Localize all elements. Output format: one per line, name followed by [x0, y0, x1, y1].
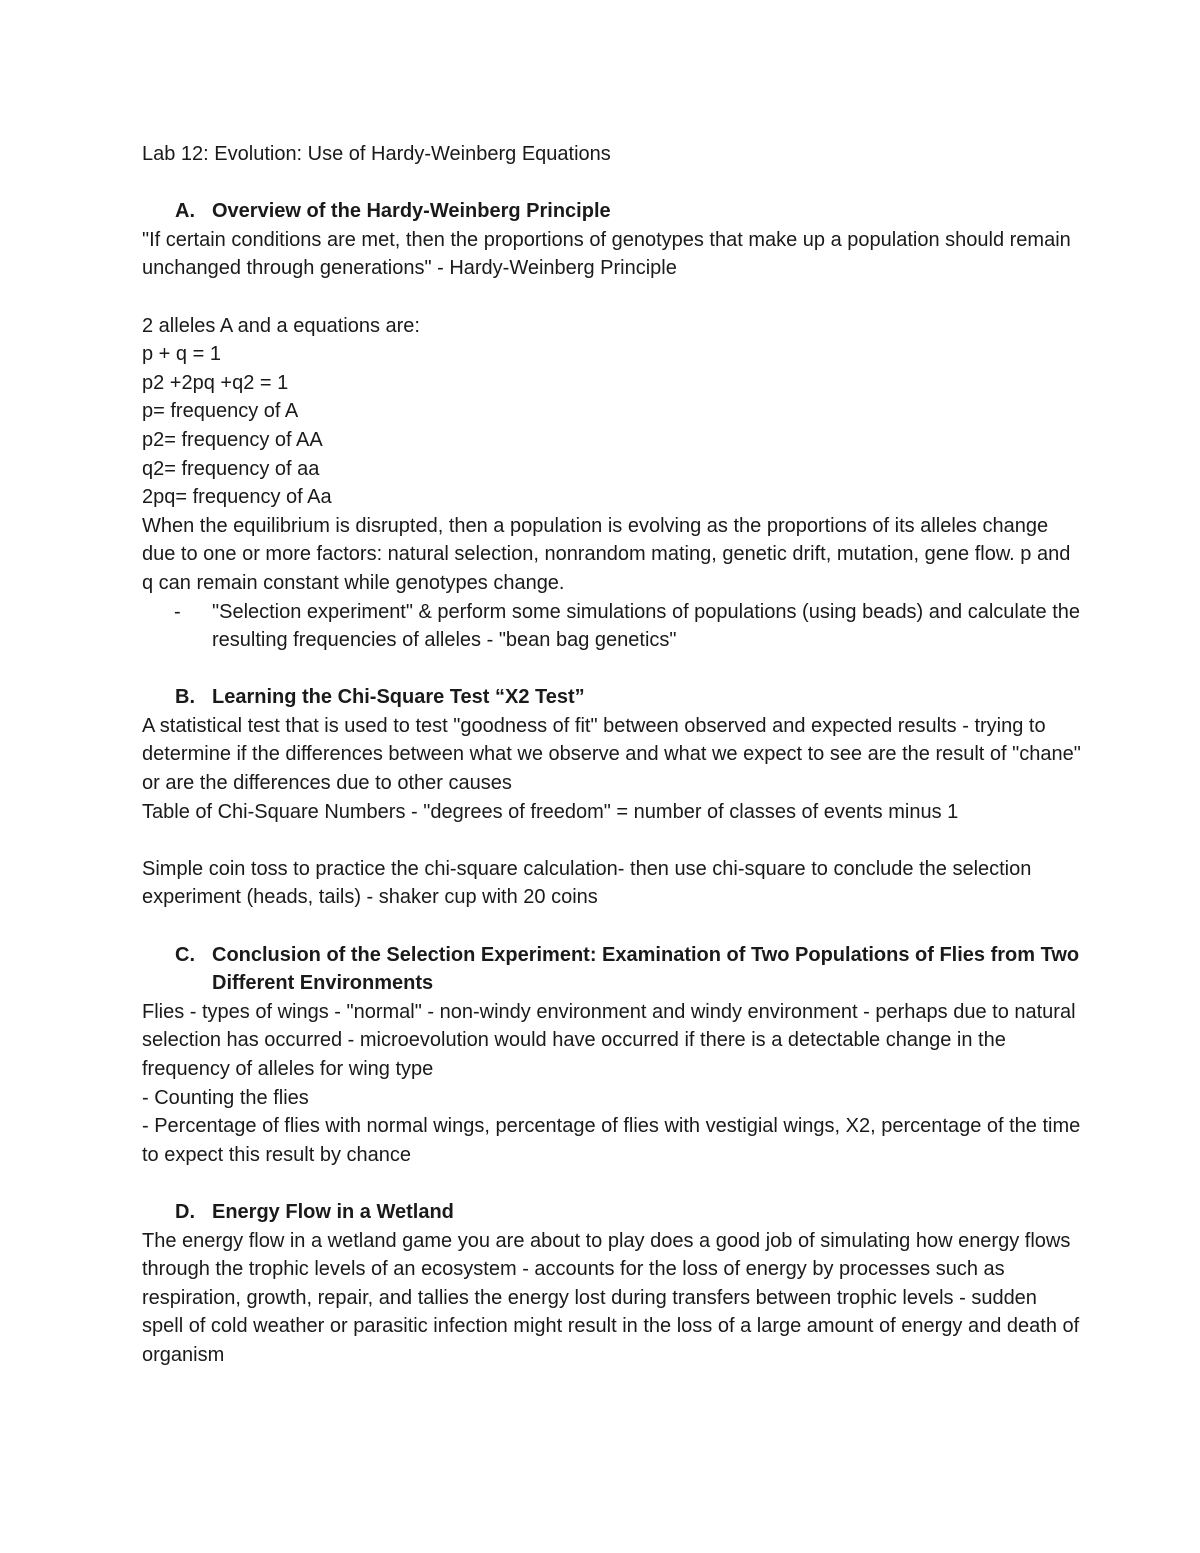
section-a-heading: [142, 197, 1082, 226]
section-b-body-2: Table of Chi-Square Numbers - "degrees of freedom" = number of classes of events minus 1: [142, 800, 959, 823]
spacer: [142, 283, 1082, 312]
equation-line: 2pq= frequency of Aa: [142, 486, 332, 509]
spacer: [142, 169, 1082, 198]
section-d-heading: [142, 1198, 1082, 1227]
equation-line: p= frequency of A: [142, 400, 299, 423]
section-a-bullet: [142, 598, 1082, 655]
equation-line: p2 +2pq +q2 = 1: [142, 371, 289, 394]
section-b-title: Learning the Chi-Square Test “X2 Test”: [212, 686, 585, 709]
section-a-title: Overview of the Hardy-Weinberg Principle: [212, 200, 611, 223]
section-d-title: Energy Flow in a Wetland: [212, 1200, 454, 1223]
spacer: [142, 912, 1082, 941]
section-c-item: - Percentage of flies with normal wings, percentage of flies with vestigial wings, X2, percentage of the time to expect this result by chance: [142, 1115, 1081, 1166]
bullet-dash: -: [174, 600, 181, 623]
section-d-marker: D.: [175, 1200, 195, 1223]
equation-line: q2= frequency of aa: [142, 457, 320, 480]
document-page: [142, 140, 1082, 1370]
section-c-item: - Counting the flies: [142, 1086, 309, 1109]
section-c-heading: [142, 941, 1082, 998]
equation-line: p + q = 1: [142, 343, 221, 366]
spacer: [142, 1169, 1082, 1198]
section-b-heading: [142, 683, 1082, 712]
section-a-marker: A.: [175, 200, 195, 223]
section-c-title: Conclusion of the Selection Experiment: Examination of Two Populations of Flies from Two Different Environments: [212, 943, 1080, 995]
section-b-marker: B.: [175, 686, 195, 709]
section-a-quote: "If certain conditions are met, then the proportions of genotypes that make up a population should remain unchanged through generations" - Hardy-Weinberg Principle: [142, 228, 1071, 280]
bullet-text: "Selection experiment" & perform some simulations of populations (using beads) and calculate the resulting frequencies of alleles - "bean bag genetics": [212, 600, 1080, 652]
section-c-marker: C.: [175, 943, 195, 966]
spacer: [142, 655, 1082, 684]
section-d-body: The energy flow in a wetland game you are about to play does a good job of simulating how energy flows through the trophic levels of an ecosystem - accounts for the loss of energy by processes such as respiration, growth, repair, and tallies the energy lost during transfers between trophic levels - sudden spell of cold weather or parasitic infection might result in the loss of a large amount of energy and death of organism: [142, 1229, 1080, 1366]
document-title: Lab 12: Evolution: Use of Hardy-Weinberg Equations: [142, 143, 611, 165]
section-a-body: When the equilibrium is disrupted, then a population is evolving as the proportions of its alleles change due to one or more factors: natural selection, nonrandom mating, genetic drift, mutation, gene flow. p and q can remain constant while genotypes change.: [142, 514, 1071, 594]
section-b-body-3: Simple coin toss to practice the chi-square calculation- then use chi-square to conclude the selection experiment (heads, tails) - shaker cup with 20 coins: [142, 857, 1032, 909]
section-c-body: Flies - types of wings - "normal" - non-windy environment and windy environment - perhaps due to natural selection has occurred - microevolution would have occurred if there is a detectable change in the frequency of alleles for wing type: [142, 1000, 1076, 1080]
spacer: [142, 826, 1082, 855]
equation-line: 2 alleles A and a equations are:: [142, 314, 420, 337]
section-b-body-1: A statistical test that is used to test "goodness of fit" between observed and expected results - trying to determine if the differences between what we observe and what we expect to see are the result of "chane" or are the differences due to other causes: [142, 714, 1081, 795]
equation-line: p2= frequency of AA: [142, 428, 323, 451]
